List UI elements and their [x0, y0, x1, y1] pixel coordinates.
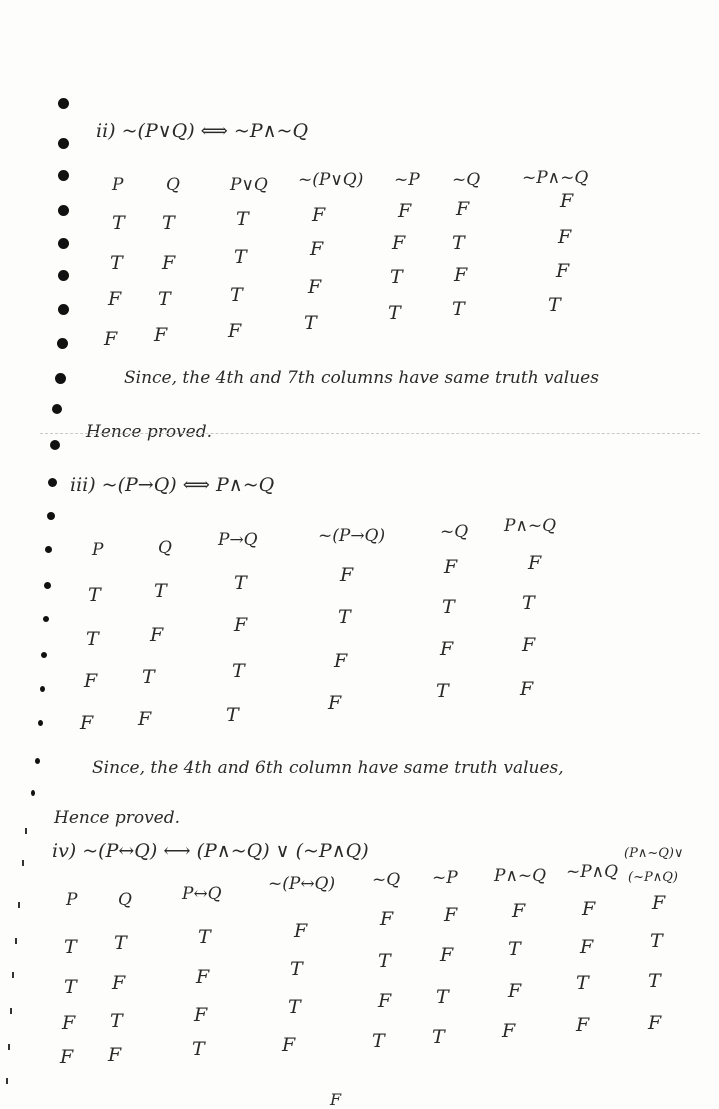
table-header-cell: P∨Q	[230, 175, 268, 195]
binding-hole	[58, 304, 69, 315]
table-cell: T	[112, 212, 125, 234]
table-cell: T	[288, 996, 301, 1018]
section-ii-title: ii) ~(P∨Q) ⟺ ~P∧~Q	[96, 120, 309, 142]
table-cell: F	[440, 638, 454, 660]
table-cell: F	[80, 712, 94, 734]
table-header-cell: Q	[166, 175, 180, 195]
table-cell: T	[548, 294, 561, 316]
table-cell: T	[452, 298, 465, 320]
table-cell: T	[304, 312, 317, 334]
section-ii-conclusion: Since, the 4th and 7th columns have same truth values	[124, 368, 599, 388]
table-cell: T	[114, 932, 127, 954]
table-cell: T	[452, 232, 465, 254]
table-header-cell: P	[112, 175, 124, 195]
table-header-cell: Q	[158, 538, 172, 558]
binding-hole	[38, 720, 43, 726]
section-iii-conclusion: Since, the 4th and 6th column have same truth values,	[92, 758, 564, 778]
table-cell: T	[388, 302, 401, 324]
table-header-cell: P∧~Q	[494, 866, 547, 886]
table-cell: F	[328, 692, 342, 714]
binding-hole	[40, 686, 45, 692]
table-cell: T	[142, 666, 155, 688]
table-cell: F	[84, 670, 98, 692]
table-cell: T	[576, 972, 589, 994]
table-cell: T	[372, 1030, 385, 1052]
table-cell: T	[234, 246, 247, 268]
table-cell: T	[508, 938, 521, 960]
table-cell: T	[64, 936, 77, 958]
table-cell: F	[508, 980, 522, 1002]
binding-hole	[57, 338, 68, 349]
table-cell: F	[308, 276, 322, 298]
table-cell: F	[150, 624, 164, 646]
binding-hole	[10, 1008, 12, 1014]
table-cell: F	[234, 614, 248, 636]
binding-hole	[44, 582, 51, 589]
table-header-cell: P↔Q	[182, 884, 222, 904]
table-cell: F	[138, 708, 152, 730]
table-cell: T	[232, 660, 245, 682]
table-cell: F	[196, 966, 210, 988]
table-cell: T	[290, 958, 303, 980]
table-cell: T	[154, 580, 167, 602]
table-cell: F	[444, 556, 458, 578]
table-cell: F	[108, 1044, 122, 1066]
table-cell: F	[282, 1034, 296, 1056]
table-cell: F	[444, 904, 458, 926]
table-cell: F	[454, 264, 468, 286]
table-cell: F	[162, 252, 176, 274]
table-cell: T	[110, 1010, 123, 1032]
table-cell: T	[162, 212, 175, 234]
table-cell: F	[312, 204, 326, 226]
table-header-cell: P∧~Q	[504, 516, 557, 536]
table-cell: F	[580, 936, 594, 958]
table-header-cell: ~Q	[452, 170, 481, 190]
table-header-cell: Q	[118, 890, 132, 910]
table-cell: T	[158, 288, 171, 310]
table-header-cell: (~P∧Q)	[628, 870, 678, 885]
table-cell: T	[378, 950, 391, 972]
binding-hole	[12, 972, 14, 978]
table-cell: F	[652, 892, 666, 914]
table-cell: F	[528, 552, 542, 574]
section-ii-hence-proved: Hence proved.	[86, 422, 213, 442]
binding-hole	[58, 270, 69, 281]
binding-hole	[58, 238, 69, 249]
table-cell: T	[230, 284, 243, 306]
table-cell: F	[380, 908, 394, 930]
table-header-cell: P	[92, 540, 104, 560]
section-iii-hence-proved: Hence proved.	[54, 808, 181, 828]
table-header-cell: P→Q	[218, 530, 258, 550]
section-iii-title: iii) ~(P→Q) ⟺ P∧~Q	[70, 474, 275, 496]
table-header-cell: P	[66, 890, 78, 910]
table-cell: T	[338, 606, 351, 628]
table-header-cell: ~(P∨Q)	[298, 170, 364, 190]
table-cell: T	[436, 986, 449, 1008]
table-cell: F	[154, 324, 168, 346]
table-header-cell: ~P∧Q	[566, 862, 619, 882]
table-cell: F	[398, 200, 412, 222]
binding-hole	[25, 828, 27, 834]
table-cell: F	[108, 288, 122, 310]
table-cell: F	[440, 944, 454, 966]
table-cell: F	[392, 232, 406, 254]
binding-hole	[45, 546, 52, 553]
binding-hole	[58, 205, 69, 216]
table-cell: T	[234, 572, 247, 594]
binding-hole	[41, 652, 47, 658]
table-cell: F	[340, 564, 354, 586]
binding-hole	[31, 790, 35, 796]
table-cell: F	[104, 328, 118, 350]
binding-hole	[18, 902, 20, 908]
section-iv-title: iv) ~(P↔Q) ⟷ (P∧~Q) ∨ (~P∧Q)	[52, 840, 369, 862]
table-cell: T	[86, 628, 99, 650]
table-cell: F	[556, 260, 570, 282]
table-header-cell: ~P	[394, 170, 420, 190]
binding-hole	[6, 1078, 8, 1084]
binding-hole	[43, 616, 49, 622]
table-cell: T	[436, 680, 449, 702]
table-cell: T	[522, 592, 535, 614]
table-cell: F	[378, 990, 392, 1012]
table-cell: T	[88, 584, 101, 606]
binding-hole	[47, 512, 55, 520]
binding-hole	[35, 758, 40, 764]
table-cell: F	[334, 650, 348, 672]
table-cell: F	[228, 320, 242, 342]
table-cell: T	[432, 1026, 445, 1048]
table-cell: F	[560, 190, 574, 212]
binding-hole	[22, 860, 24, 866]
table-cell: F	[502, 1020, 516, 1042]
binding-hole	[50, 440, 60, 450]
table-cell: F	[310, 238, 324, 260]
table-cell: T	[390, 266, 403, 288]
table-cell: F	[194, 1004, 208, 1026]
table-cell: T	[442, 596, 455, 618]
table-cell: F	[62, 1012, 76, 1034]
table-header-cell: ~P∧~Q	[522, 168, 589, 188]
table-cell: F	[512, 900, 526, 922]
table-cell: F	[520, 678, 534, 700]
binding-hole	[48, 478, 57, 487]
table-header-cell: ~Q	[440, 522, 469, 542]
table-header-cell: (P∧~Q)∨	[624, 846, 684, 861]
table-cell: F	[582, 898, 596, 920]
table-cell: T	[64, 976, 77, 998]
binding-hole	[58, 170, 69, 181]
table-header-cell: ~(P→Q)	[318, 526, 386, 546]
section-divider	[40, 433, 700, 434]
table-cell: F	[576, 1014, 590, 1036]
footer-mark: F	[330, 1090, 342, 1109]
table-cell: T	[650, 930, 663, 952]
table-cell: F	[648, 1012, 662, 1034]
table-cell: F	[112, 972, 126, 994]
binding-hole	[55, 373, 66, 384]
table-header-cell: ~Q	[372, 870, 401, 890]
table-cell: F	[60, 1046, 74, 1068]
table-cell: F	[522, 634, 536, 656]
table-cell: F	[558, 226, 572, 248]
table-cell: T	[198, 926, 211, 948]
table-cell: T	[236, 208, 249, 230]
binding-hole	[8, 1044, 10, 1050]
table-cell: T	[226, 704, 239, 726]
table-cell: T	[110, 252, 123, 274]
table-header-cell: ~P	[432, 868, 458, 888]
table-cell: T	[192, 1038, 205, 1060]
table-cell: T	[648, 970, 661, 992]
binding-hole	[58, 98, 69, 109]
table-cell: F	[294, 920, 308, 942]
binding-hole	[15, 938, 17, 944]
binding-hole	[52, 404, 62, 414]
table-cell: F	[456, 198, 470, 220]
binding-hole	[58, 138, 69, 149]
table-header-cell: ~(P↔Q)	[268, 874, 336, 894]
